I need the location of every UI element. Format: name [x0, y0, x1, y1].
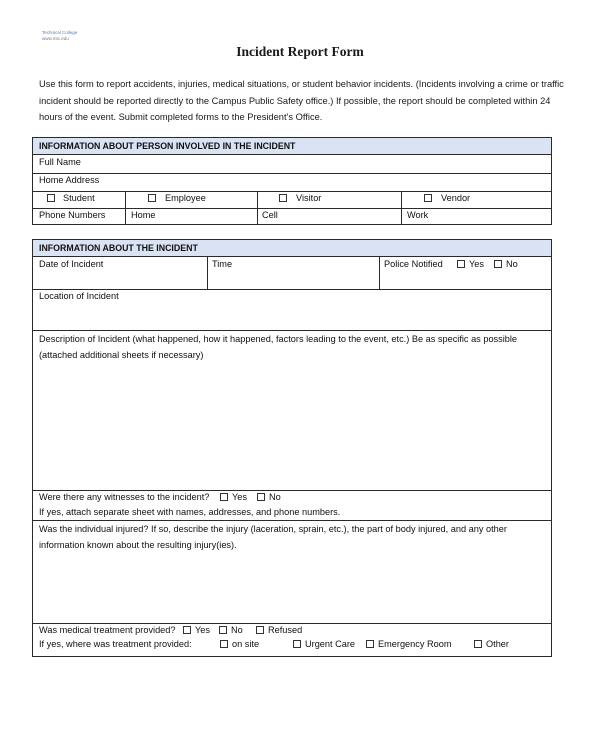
role-visitor-checkbox[interactable]: [279, 193, 321, 203]
divider: [33, 490, 551, 491]
location-label: Location of Incident: [39, 291, 119, 301]
person-section: [32, 137, 552, 225]
intro-paragraph: Use this form to report accidents, injuries, medical situations, or student behavior incidents. (Incidents involving a crime or traffic incident should be reported directly to the Campus Public Safety office.) If possible, the report should be completed within 24 hours of the event. Submit completed forms to the President’s Office.: [39, 79, 564, 122]
checkbox-icon: [220, 493, 228, 501]
role-vendor-checkbox[interactable]: [424, 193, 470, 203]
home-address-label: Home Address: [39, 175, 100, 185]
time-label: Time: [212, 259, 233, 269]
police-no-label: No: [506, 259, 518, 269]
witnesses-no-label: No: [269, 492, 281, 502]
divider: [33, 191, 551, 192]
checkbox-icon: [256, 626, 264, 634]
witnesses-yes-label: Yes: [232, 492, 247, 502]
divider: [401, 191, 402, 208]
place-onsite-label: on site: [232, 639, 260, 649]
role-vendor-label: Vendor: [441, 193, 471, 203]
checkbox-icon: [220, 640, 228, 648]
checkbox-icon: [47, 194, 55, 202]
witnesses-question: Were there any witnesses to the incident?: [39, 492, 210, 502]
police-notified-label: Police Notified: [384, 259, 443, 269]
checkbox-icon: [183, 626, 191, 634]
witnesses-note: If yes, attach separate sheet with names, addresses, and phone numbers.: [39, 507, 341, 517]
divider: [379, 257, 380, 290]
place-other-checkbox[interactable]: [474, 639, 509, 649]
police-no-checkbox[interactable]: [494, 259, 518, 269]
checkbox-icon: [293, 640, 301, 648]
police-yes-label: Yes: [469, 259, 484, 269]
incident-section: [32, 239, 552, 657]
injured-question: Was the individual injured? If so, describe the injury (laceration, sprain, etc.), the part of body injured, and any other information known about the resulting injury(ies).: [39, 524, 507, 550]
logo-name: Technical College: [42, 30, 78, 35]
phone-work-label: Work: [407, 210, 429, 220]
divider: [257, 208, 258, 225]
police-yes-checkbox[interactable]: [457, 259, 484, 269]
checkbox-icon: [257, 493, 265, 501]
page-title: Incident Report Form: [236, 44, 364, 59]
divider: [33, 208, 551, 209]
medical-no-label: No: [231, 625, 243, 635]
phone-cell-label: Cell: [262, 210, 278, 220]
checkbox-icon: [494, 260, 502, 268]
checkbox-icon: [424, 194, 432, 202]
checkbox-icon: [474, 640, 482, 648]
place-urgent-care-checkbox[interactable]: [293, 639, 355, 649]
divider: [33, 289, 551, 290]
divider: [401, 208, 402, 225]
incident-section-header: INFORMATION ABOUT THE INCIDENT: [33, 240, 551, 257]
medical-yes-label: Yes: [195, 625, 210, 635]
place-urgent-care-label: Urgent Care: [305, 639, 356, 649]
phone-home-label: Home: [131, 210, 156, 220]
divider: [207, 257, 208, 290]
role-student-checkbox[interactable]: [47, 193, 95, 203]
role-visitor-label: Visitor: [296, 193, 322, 203]
logo-url: www.mtc.edu: [42, 36, 69, 41]
medical-refused-label: Refused: [268, 625, 303, 635]
checkbox-icon: [279, 194, 287, 202]
divider: [125, 208, 126, 225]
date-label: Date of Incident: [39, 259, 104, 269]
medical-refused-checkbox[interactable]: [256, 625, 302, 635]
divider: [33, 623, 551, 624]
place-other-label: Other: [486, 639, 509, 649]
checkbox-icon: [366, 640, 374, 648]
medical-yes-checkbox[interactable]: [183, 625, 210, 635]
medical-treatment-question: Was medical treatment provided?: [39, 625, 176, 635]
place-emergency-room-label: Emergency Room: [378, 639, 452, 649]
full-name-label: Full Name: [39, 157, 81, 167]
checkbox-icon: [219, 626, 227, 634]
medical-no-checkbox[interactable]: [219, 625, 243, 635]
checkbox-icon: [457, 260, 465, 268]
divider: [257, 191, 258, 208]
role-student-label: Student: [63, 193, 95, 203]
role-employee-checkbox[interactable]: [148, 193, 206, 203]
checkbox-icon: [148, 194, 156, 202]
college-logo: [42, 30, 102, 42]
role-employee-label: Employee: [165, 193, 206, 203]
witnesses-no-checkbox[interactable]: [257, 492, 281, 502]
place-emergency-room-checkbox[interactable]: [366, 639, 452, 649]
divider: [125, 191, 126, 208]
witnesses-yes-checkbox[interactable]: [220, 492, 247, 502]
divider: [33, 173, 551, 174]
description-label: Description of Incident (what happened, how it happened, factors leading to the event, etc.) Be as specific as possible (attached additional sheets if necessary): [39, 334, 518, 360]
place-onsite-checkbox[interactable]: [220, 639, 259, 649]
person-section-header: INFORMATION ABOUT PERSON INVOLVED IN THE INCIDENT: [33, 138, 551, 155]
phone-numbers-label: Phone Numbers: [39, 210, 106, 220]
treatment-location-question: If yes, where was treatment provided:: [39, 639, 192, 649]
